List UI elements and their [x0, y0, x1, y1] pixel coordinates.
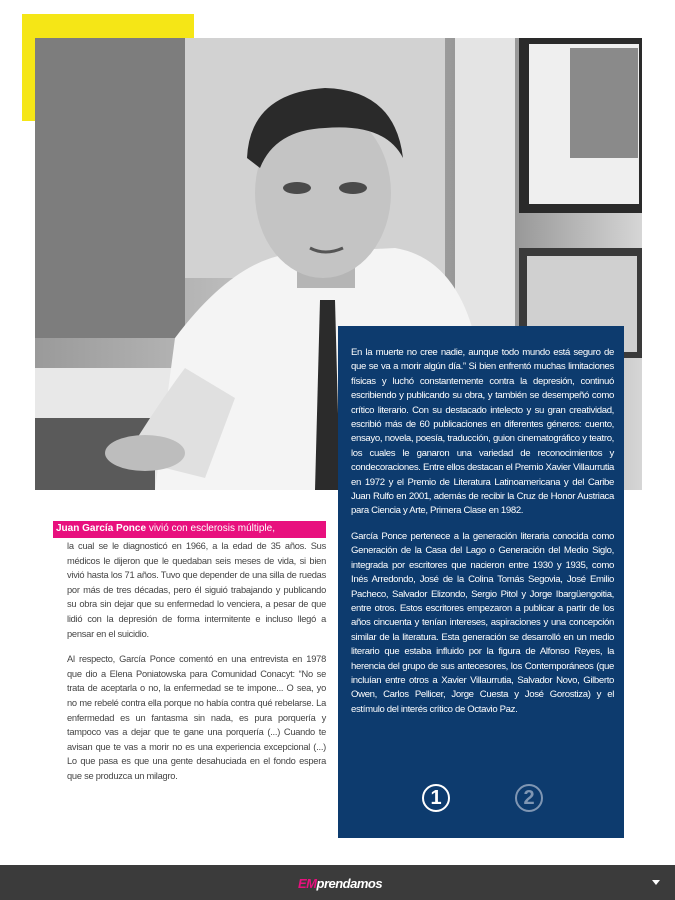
footer-bar	[0, 865, 675, 900]
page-2-button[interactable]: 2	[515, 784, 543, 812]
box-paragraph: En la muerte no cree nadie, aunque todo mundo está seguro de que se va a morir algún día.” Si bien enfrentó muchas limitaciones físicas y luchó constantemente contra la depresión, continuó escribiendo y publicando su obra, y también se desempeñó como crítico literario. Con su destacado intelecto y su gran creatividad, escribió más de 60 publicaciones en diferentes géneros: cuento, ensayo, novela, poesía, traducción, guion cinematográfico y teatro, los cuales le ganaron una variedad de reconocimientos y condecoraciones. Entre ellos destacan el Premio Xavier Villaurrutia en 1972 y el Premio de Literatura Latinoamericana y del Caribe Juan Rulfo en 2001, además de recibir la Cruz de Honor Austriaca para Ciencia y Arte, Primera Clase en 1982.	[351, 347, 614, 517]
box-paragraph: García Ponce pertenece a la generación literaria conocida como Generación de la Casa del Lago o Generación del Medio Siglo, integrada por escritores que nacieron entre 1930 y 1935, como Inés Arredondo, José de la Colina Tomás Segovia, José Emilio Pacheco, Salvador Elizondo, Sergio Pitol y Jorge Ibargüengoitia, entre otros. Estos escritores empezaron a publicar a partir de los años cincuenta y tenían intereses, aspiraciones y una concepción similar de la literatura. Esta generación se desarrolló en un medio literario que estaba influido por la figura de Alfonso Reyes, la herencia del grupo de sus antecesores, los Contemporáneos (que incluían entre otros a Xavier Villaurrutia, Salvador Novo, Gilberto Owen, Carlos Pellicer, Jorge Cuesta y José Gorostiza) y el estímulo del interés crítico de Octavio Paz.	[351, 530, 614, 715]
blue-text-box	[338, 326, 624, 838]
highlight-rest: vivió con esclerosis múltiple,	[146, 523, 275, 534]
page-1-button[interactable]: 1	[422, 784, 450, 812]
body-paragraph: la cual se le diagnosticó en 1966, a la edad de 35 años. Sus médicos le dijeron que le quedaban seis meses de vida, si bien vivió hasta los 71 años. Tuvo que depender de una silla de ruedas por más de tres décadas, pero él siguió trabajando y publicando su obra sin dejar que su enfermedad lo venciera, a pesar de que lidió con la depresión de forma intermitente e incluso llegó a pensar en el suicidio.	[67, 541, 326, 639]
highlight-bar	[53, 521, 326, 538]
left-column	[67, 522, 326, 795]
pagination	[338, 784, 624, 820]
body-paragraph: Al respecto, García Ponce comentó en una entrevista en 1978 que dio a Elena Poniatowska para Comunidad Conacyt: “No se trata de aceptarla o no, la enfermedad se te impone... O sea, yo no me rebelé contra ella porque no había contra qué rebelarse. La enfermedad es un fantasma sin nada, es pura porquería y tampoco vas a dejar que te gane una porquería (...) Cuando te avisan que te vas a morir no es una experiencia excepcional (...) Lo que pasa es que una gente desahuciada en el fondo espera que se produzca un milagro.	[67, 654, 326, 781]
author-name: Juan García Ponce	[56, 523, 147, 534]
logo-rest: prendamos	[316, 876, 383, 891]
highlight-text	[53, 521, 326, 537]
chevron-down-icon[interactable]	[652, 880, 660, 885]
brand-logo[interactable]	[298, 876, 382, 891]
logo-em: EM	[298, 876, 317, 891]
